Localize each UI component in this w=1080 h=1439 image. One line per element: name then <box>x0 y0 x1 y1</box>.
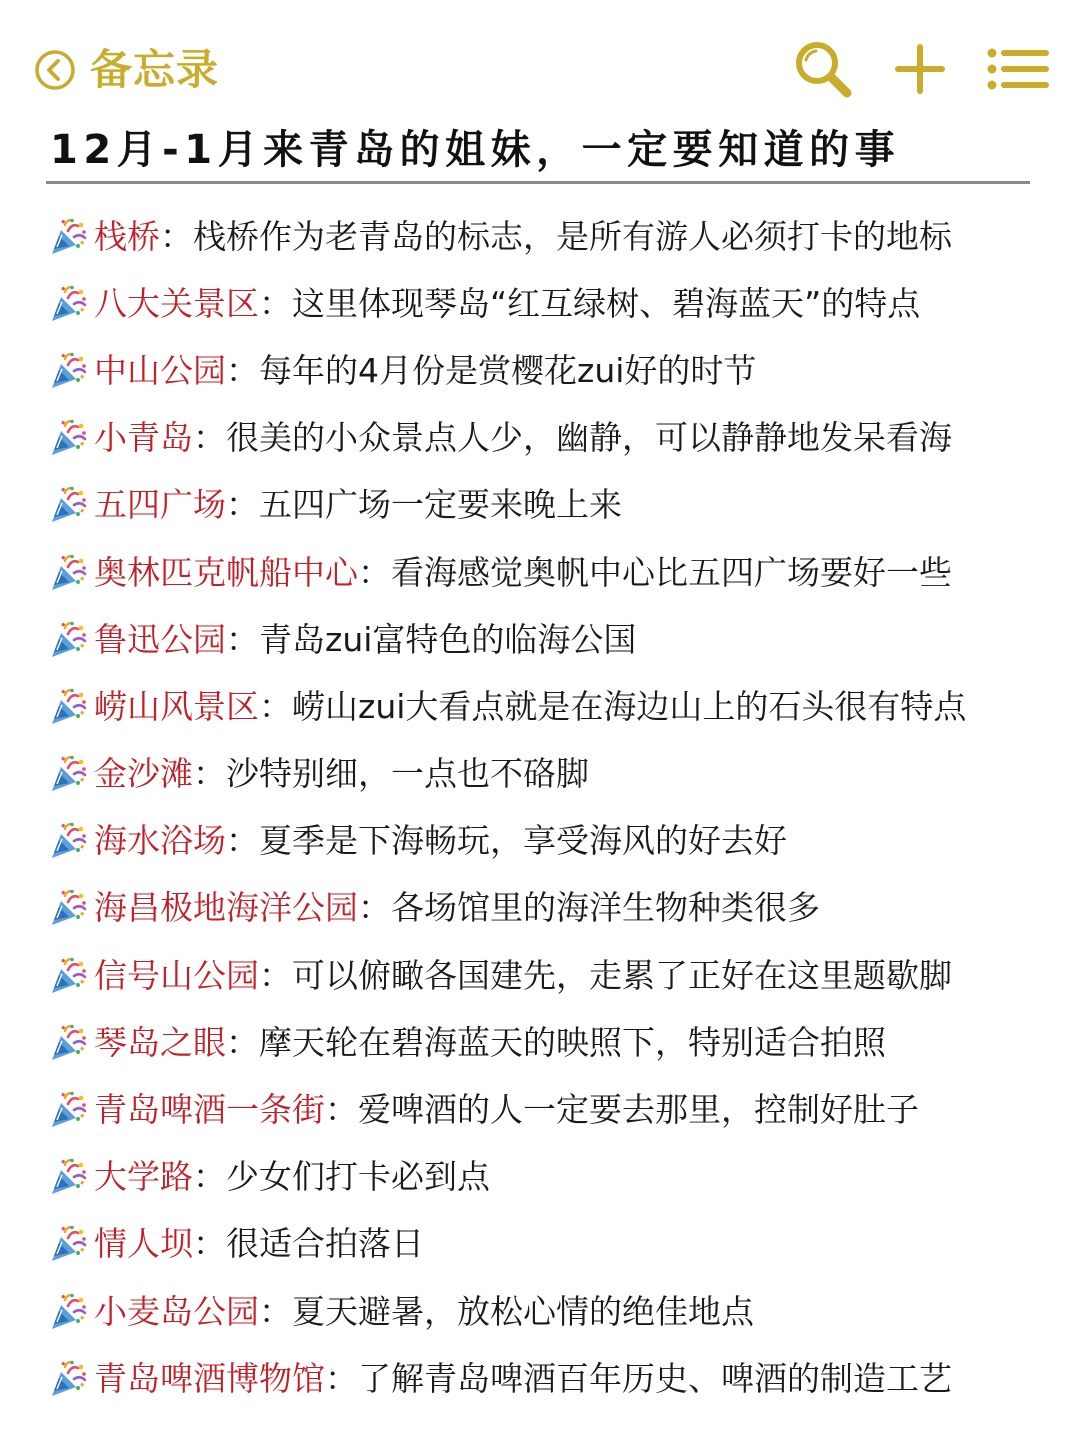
place-name: 信号山公园 <box>94 955 259 995</box>
separator: ： <box>193 1224 226 1264</box>
place-name: 青岛啤酒一条街 <box>94 1090 325 1130</box>
party-popper-icon <box>48 821 88 861</box>
note-title: 12月-1月来青岛的姐妹，一定要知道的事 <box>50 127 901 173</box>
list-item <box>48 875 1038 942</box>
place-description: 了解青岛啤酒百年历史、啤酒的制造工艺 <box>358 1358 952 1398</box>
search-icon[interactable] <box>792 38 854 100</box>
party-popper-icon <box>48 217 88 257</box>
top-actions <box>792 38 1050 100</box>
place-description: 崂山zui大看点就是在海边山上的石头很有特点 <box>292 686 967 726</box>
party-popper-icon <box>48 284 88 324</box>
list-item <box>48 405 1038 472</box>
separator: ： <box>358 552 391 592</box>
place-name: 奥林匹克帆船中心 <box>94 552 358 592</box>
separator: ： <box>259 686 292 726</box>
party-popper-icon <box>48 351 88 391</box>
party-popper-icon <box>48 888 88 928</box>
place-description: 每年的4月份是赏樱花zui好的时节 <box>259 350 757 390</box>
separator: ： <box>226 1022 259 1062</box>
list-item <box>48 808 1038 875</box>
note-list <box>48 203 1038 1412</box>
party-popper-icon <box>48 1292 88 1332</box>
place-description: 夏天避暑，放松心情的绝佳地点 <box>292 1291 754 1331</box>
place-name: 琴岛之眼 <box>94 1022 226 1062</box>
party-popper-icon <box>48 1224 88 1264</box>
separator: ： <box>325 1358 358 1398</box>
place-name: 金沙滩 <box>94 754 193 794</box>
list-item <box>48 1076 1038 1143</box>
place-description: 栈桥作为老青岛的标志，是所有游人必须打卡的地标 <box>193 216 952 256</box>
list-item <box>48 741 1038 808</box>
list-item <box>48 1278 1038 1345</box>
party-popper-icon <box>48 1090 88 1130</box>
title-divider <box>46 181 1030 184</box>
place-description: 很美的小众景点人少，幽静，可以静静地发呆看海 <box>226 418 952 458</box>
list-item <box>48 606 1038 673</box>
place-description: 很适合拍落日 <box>226 1224 424 1264</box>
party-popper-icon <box>48 687 88 727</box>
list-item <box>48 337 1038 404</box>
party-popper-icon <box>48 1359 88 1399</box>
place-name: 青岛啤酒博物馆 <box>94 1358 325 1398</box>
menu-list-icon[interactable] <box>986 43 1050 95</box>
back-button[interactable] <box>34 44 219 96</box>
separator: ： <box>325 1090 358 1130</box>
separator: ： <box>193 754 226 794</box>
list-item <box>48 539 1038 606</box>
list-item <box>48 1009 1038 1076</box>
place-description: 五四广场一定要来晚上来 <box>259 485 622 525</box>
list-item <box>48 270 1038 337</box>
place-name: 情人坝 <box>94 1224 193 1264</box>
place-name: 崂山风景区 <box>94 686 259 726</box>
place-description: 摩天轮在碧海蓝天的映照下，特别适合拍照 <box>259 1022 886 1062</box>
party-popper-icon <box>48 1157 88 1197</box>
separator: ： <box>226 619 259 659</box>
place-name: 海水浴场 <box>94 821 226 861</box>
party-popper-icon <box>48 1023 88 1063</box>
place-name: 小青岛 <box>94 418 193 458</box>
party-popper-icon <box>48 956 88 996</box>
plus-icon[interactable] <box>894 43 946 95</box>
separator: ： <box>226 350 259 390</box>
list-item <box>48 203 1038 270</box>
list-item <box>48 472 1038 539</box>
separator: ： <box>259 1291 292 1331</box>
place-name: 中山公园 <box>94 350 226 390</box>
separator: ： <box>226 821 259 861</box>
place-description: 夏季是下海畅玩，享受海风的好去好 <box>259 821 787 861</box>
place-name: 五四广场 <box>94 485 226 525</box>
place-name: 栈桥 <box>94 216 160 256</box>
separator: ： <box>193 1157 226 1197</box>
party-popper-icon <box>48 553 88 593</box>
list-item <box>48 673 1038 740</box>
place-name: 鲁迅公园 <box>94 619 226 659</box>
list-item <box>48 1345 1038 1412</box>
place-description: 沙特别细，一点也不硌脚 <box>226 754 589 794</box>
back-arrow-icon[interactable] <box>34 49 76 91</box>
party-popper-icon <box>48 485 88 525</box>
place-name: 小麦岛公园 <box>94 1291 259 1331</box>
place-name: 海昌极地海洋公园 <box>94 888 358 928</box>
place-name: 八大关景区 <box>94 283 259 323</box>
separator: ： <box>193 418 226 458</box>
party-popper-icon <box>48 620 88 660</box>
place-description: 这里体现琴岛“红互绿树、碧海蓝天”的特点 <box>292 283 921 323</box>
separator: ： <box>259 955 292 995</box>
place-description: 青岛zui富特色的临海公国 <box>259 619 637 659</box>
list-item <box>48 1144 1038 1211</box>
place-description: 爱啤酒的人一定要去那里，控制好肚子 <box>358 1090 919 1130</box>
separator: ： <box>259 283 292 323</box>
place-description: 各场馆里的海洋生物种类很多 <box>391 888 820 928</box>
party-popper-icon <box>48 754 88 794</box>
place-name: 大学路 <box>94 1157 193 1197</box>
separator: ： <box>160 216 193 256</box>
back-label[interactable]: 备忘录 <box>90 45 220 94</box>
separator: ： <box>358 888 391 928</box>
list-item <box>48 942 1038 1009</box>
party-popper-icon <box>48 418 88 458</box>
separator: ： <box>226 485 259 525</box>
place-description: 可以俯瞰各国建先，走累了正好在这里题歇脚 <box>292 955 952 995</box>
place-description: 看海感觉奥帆中心比五四广场要好一些 <box>391 552 952 592</box>
list-item <box>48 1211 1038 1278</box>
place-description: 少女们打卡必到点 <box>226 1157 490 1197</box>
top-bar <box>0 0 1080 118</box>
